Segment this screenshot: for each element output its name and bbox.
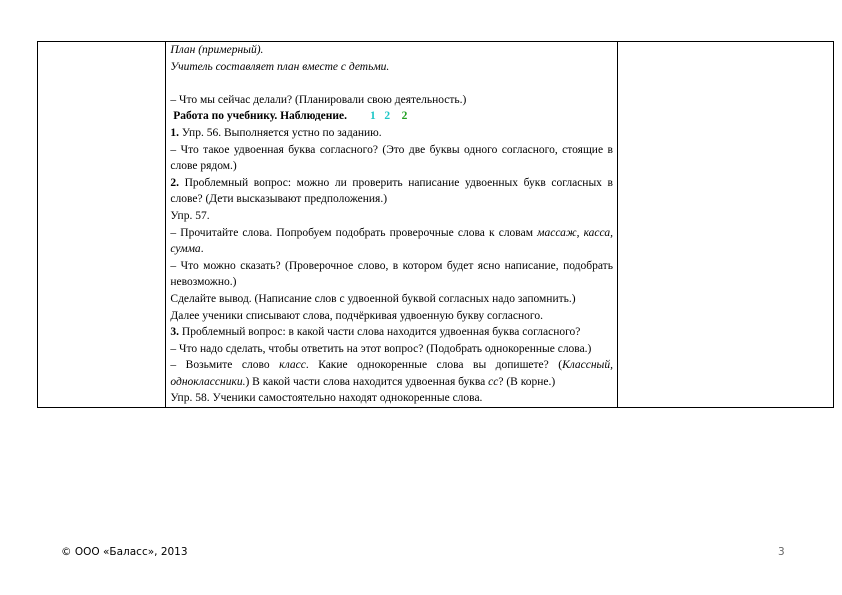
plan-teacher-line: Учитель составляет план вместе с детьми. — [170, 60, 390, 73]
question-double-letter: – Что такое удвоенная буква согласного? (Это две буквы одного согласного, стоящие в слове рядом.) — [170, 143, 613, 173]
stage-column — [38, 42, 166, 408]
lesson-table — [37, 41, 834, 408]
copy-words-line: Далее ученики списывают слова, подчёркивая удвоенную букву согласного. — [170, 309, 543, 322]
mark-3: 2 — [401, 110, 408, 123]
exercise-58: Упр. 58. Ученики самостоятельно находят однокоренные слова. — [170, 392, 483, 405]
conclusion-line: Сделайте вывод. (Написание слов с удвоенной буквой согласных надо запомнить.) — [170, 292, 576, 305]
notes-column — [617, 42, 833, 408]
mark-1: 1 — [369, 110, 376, 123]
section-heading: Работа по учебнику. Наблюдение. 1 2 2 — [173, 110, 408, 123]
table-row — [38, 42, 834, 408]
question-what-did: – Что мы сейчас делали? (Планировали свою деятельность.) — [170, 93, 467, 106]
read-words-line: – Прочитайте слова. Попробуем подобрать проверочные слова к словам массаж, касса, сумма. — [170, 226, 613, 256]
exercise-57: Упр. 57. — [170, 209, 210, 222]
exercise-56: 1. Упр. 56. Выполняется устно по заданию. — [170, 126, 382, 139]
problem-question-2: 3. Проблемный вопрос: в какой части слова находится удвоенная буква согласного? — [170, 326, 581, 339]
plan-line: План (примерный). — [170, 44, 264, 56]
take-word-line: – Возьмите слово класс. Какие однокоренные слова вы допишете? (Классный, одноклассники.) В какой части слова находится удвоенная буква сс? (В корне.) — [170, 359, 613, 388]
mark-2: 2 — [384, 110, 391, 123]
footer-copyright: © ООО «Баласс», 2013 — [61, 546, 188, 558]
question-what-say: – Что можно сказать? (Проверочное слово, в котором будет ясно написание, подобрать невозможно.) — [170, 259, 613, 289]
question-need-do: – Что надо сделать, чтобы ответить на этот вопрос? (Подобрать однокоренные слова.) — [170, 342, 592, 355]
problem-question-1: 2. Проблемный вопрос: можно ли проверить написание удвоенных букв согласных в слове? (Дети высказывают предположения.) — [170, 176, 613, 206]
content-column — [166, 42, 618, 408]
page-number: 3 — [778, 546, 785, 558]
